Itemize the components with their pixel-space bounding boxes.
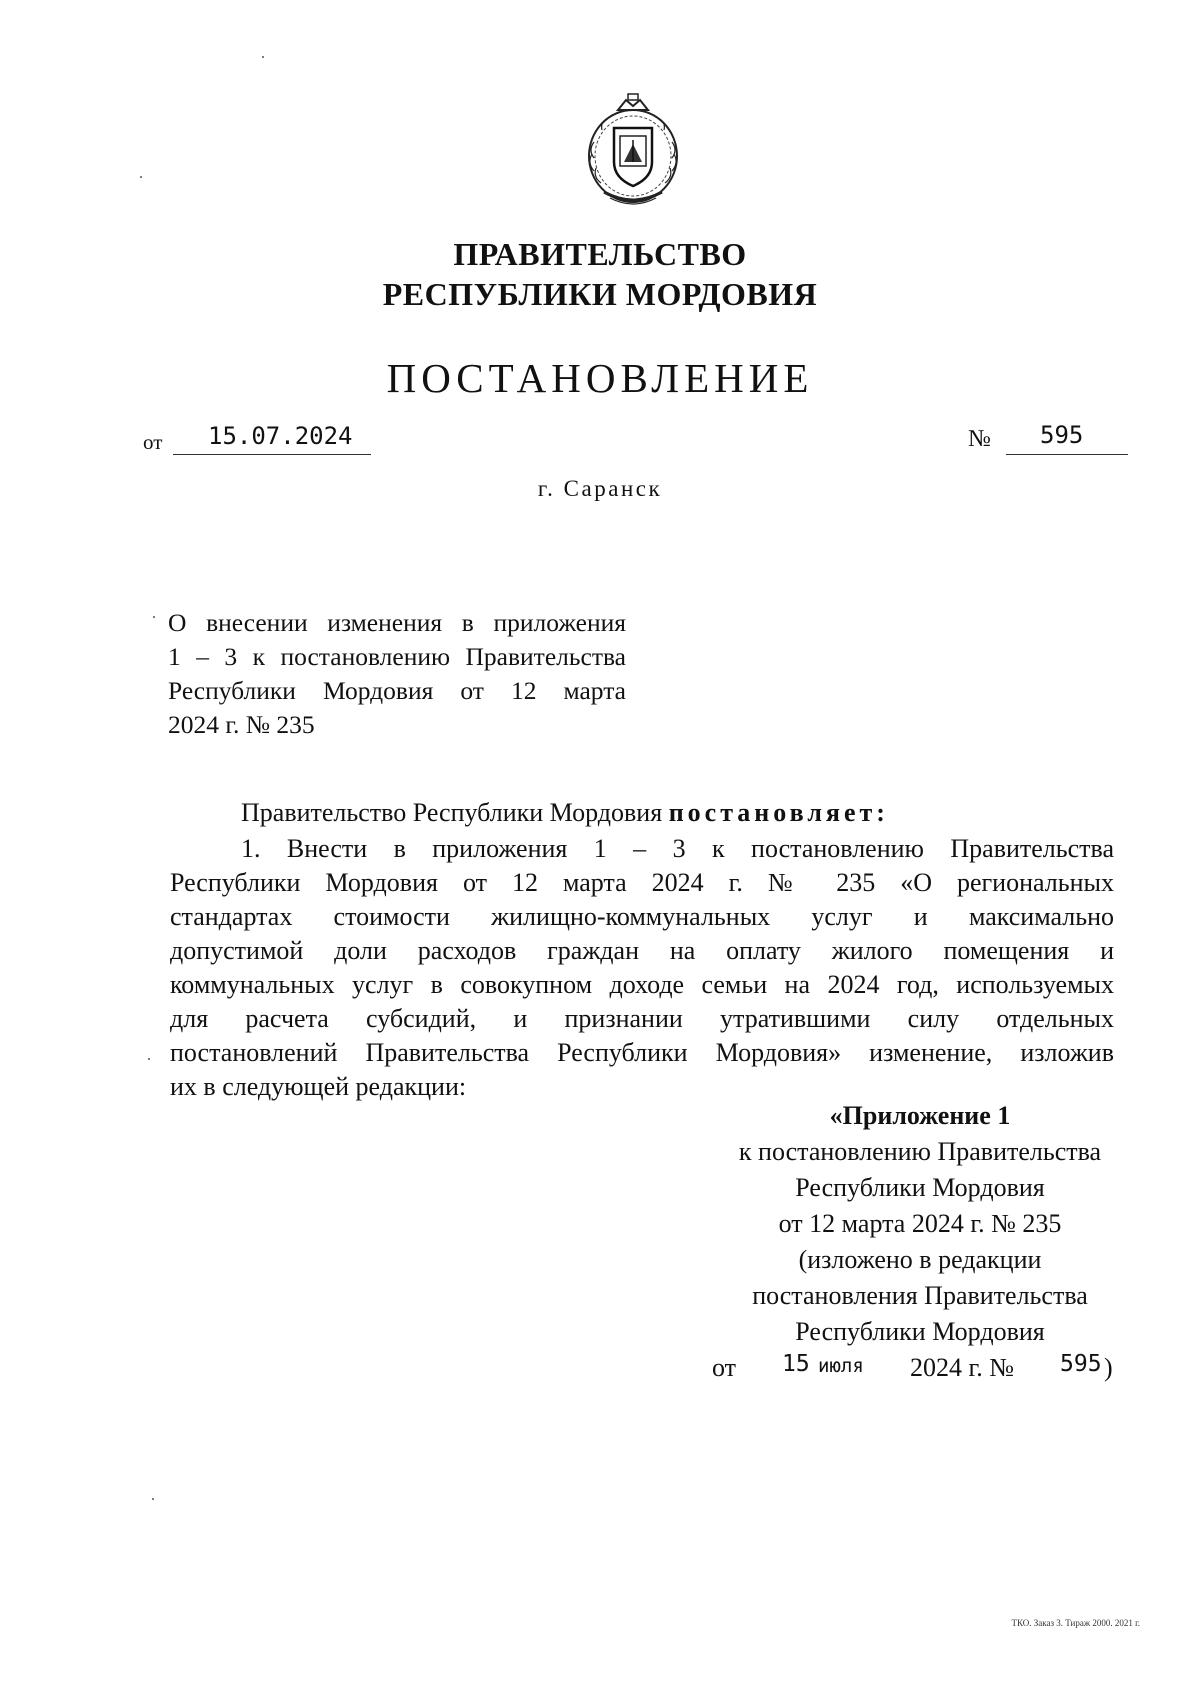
subject-line: 2024 г. № 235 [168,710,315,739]
appendix-year-part: 2024 г. № [910,1353,1015,1382]
paragraph-line: допустимой доли расходов граждан на оплату жилого помещения и [170,936,1114,965]
city: г. Саранск [537,476,663,501]
appendix-close-paren: ) [1104,1353,1113,1382]
document-number: 595 [1040,421,1084,449]
paragraph-line: 1. Внести в приложения 1 – 3 к постановлению Правительства [241,834,1114,863]
paragraph-line: коммунальных услуг в совокупном доходе семьи на 2024 год, используемых [170,970,1114,999]
decree-verb: постановляет: [668,798,889,827]
document-type: ПОСТАНОВЛЕНИЕ [386,355,814,401]
paragraph-line: их в следующей редакции: [170,1072,467,1101]
subject-line: Республики Мордовия от 12 марта [168,676,626,705]
subject-line: 1 – 3 к постановлению Правительства [168,642,626,671]
paragraph-line: для расчета субсидий, и признании утратившими силу отдельных [170,1004,1114,1033]
coat-of-arms-icon [580,92,686,212]
subject-line: О внесении изменения в приложения [168,608,626,637]
decree-intro [241,798,889,828]
appendix-line: Республики Мордовия [795,1173,1045,1202]
scan-speck [262,56,264,58]
appendix-line: от 12 марта 2024 г. № 235 [778,1209,1062,1238]
appendix-line: (изложено в редакции [798,1245,1042,1274]
print-info: ТКО. Заказ 3. Тираж 2000. 2021 г. [1011,1618,1140,1628]
date-prefix: от [143,430,163,454]
decree-intro-text: Правительство Республики Мордовия [241,798,663,827]
scan-speck [140,176,142,178]
appendix-title: «Приложение 1 [829,1101,1011,1130]
paragraph-line: постановлений Правительства Республики Мордовия» изменение, изложив [170,1038,1114,1067]
appendix-line: к постановлению Правительства [738,1137,1102,1166]
number-underline [1006,454,1128,455]
scan-speck [153,616,155,618]
paragraph-line: Республики Мордовия от 12 марта 2024 г. № 235 «О региональных [170,868,1114,897]
appendix-line: Республики Мордовия [795,1317,1045,1346]
scan-speck [152,1498,154,1500]
appendix-number: 595 [1060,1351,1102,1377]
date-underline [173,454,371,455]
scan-speck [148,1058,150,1060]
government-title-line1: ПРАВИТЕЛЬСТВО [453,236,747,272]
document-date: 15.07.2024 [208,422,353,450]
government-title-line2: РЕСПУБЛИКИ МОРДОВИЯ [382,276,818,312]
appendix-from-prefix: от [712,1353,737,1382]
number-sign: № [968,426,991,452]
appendix-day: 15 [782,1351,810,1377]
paragraph-line: стандартах стоимости жилищно-коммунальных услуг и максимально [170,902,1114,931]
appendix-month: июля [818,1355,864,1377]
appendix-line: постановления Правительства [752,1281,1088,1310]
